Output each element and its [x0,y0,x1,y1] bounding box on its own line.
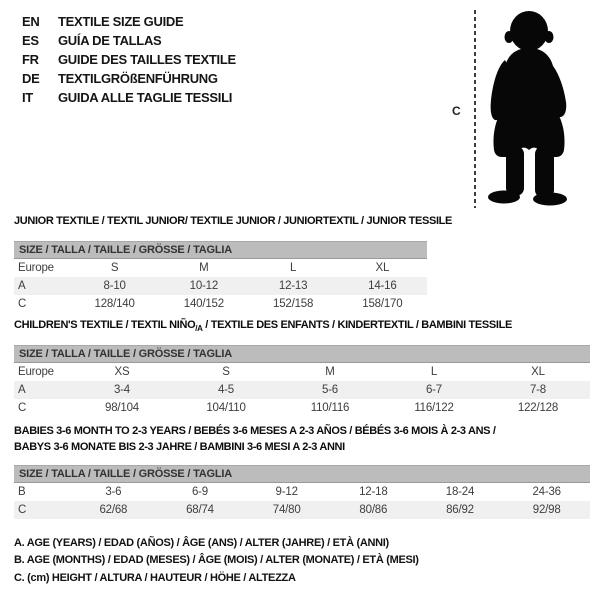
size-cell: L [430,366,438,378]
babies-table-title [14,424,496,455]
size-cell: M [199,262,209,274]
footnote-c: C. (cm) HEIGHT / ALTURA / HAUTEUR / HÖHE / ALTEZZA [14,571,296,584]
language-row [22,12,236,31]
size-cell: 7-8 [529,384,547,396]
language-row [22,88,236,107]
size-cell: 140/152 [183,298,224,310]
language-title: GUIDE DES TAILLES TEXTILE [58,52,236,67]
size-cell: 5-6 [321,384,339,396]
size-cell: L [290,262,297,274]
table-row [14,363,590,381]
size-cell: 74/80 [272,504,301,516]
language-title: TEXTILGRÖßENFÜHRUNG [58,71,218,86]
size-cell: 128/140 [94,298,135,310]
table-row [14,399,590,417]
size-cell: 14-16 [368,280,397,292]
size-cell: XL [531,366,545,378]
language-title: GUIDA ALLE TAGLIE TESSILI [58,90,233,105]
junior-size-table [14,241,427,313]
babies-title-line1: BABIES 3-6 MONTH TO 2-3 YEARS / BEBÉS 3-6 MESES A 2-3 AÑOS / BÉBÉS 3-6 MOIS À 2-3 ANS / [14,425,496,437]
title-subscript: /A [195,324,203,334]
footnote-a: A. AGE (YEARS) / EDAD (AÑOS) / ÂGE (ANS) / ALTER (JAHRE) / ETÀ (ANNI) [14,537,389,549]
language-row [22,31,236,50]
size-cell: 86/92 [446,504,474,516]
size-cell: 68/74 [186,504,214,516]
size-cell: 6-7 [425,384,443,396]
size-cell: 12-13 [278,280,308,292]
size-header-bar: SIZE / TALLA / TAILLE / GRÖSSE / TAGLIA [14,345,590,363]
table-row [14,277,427,295]
size-cell: 10-12 [189,280,219,292]
table-row [14,501,590,519]
language-title: GUÍA DE TALLAS [58,33,162,48]
babies-size-table [14,465,590,519]
height-measure-label: C [452,104,461,118]
row-label: Europe [18,262,54,274]
language-row [22,50,236,69]
language-code: EN [22,14,40,29]
size-cell: 92/98 [532,504,561,516]
footnote-b: B. AGE (MONTHS) / EDAD (MESES) / ÂGE (MOIS) / ALTER (MONATE) / ETÀ (MESI) [14,554,419,567]
table-row [14,295,427,313]
size-header-bar: SIZE / TALLA / TAILLE / GRÖSSE / TAGLIA [14,465,590,483]
language-code: ES [22,33,39,48]
size-cell: 3-6 [105,486,122,498]
size-cell: 6-9 [191,486,208,498]
size-cell: 80/86 [359,504,388,516]
table-row [14,259,427,277]
junior-table-title: JUNIOR TEXTILE / TEXTIL JUNIOR/ TEXTILE JUNIOR / JUNIORTEXTIL / JUNIOR TESSILE [14,215,453,227]
size-cell: 4-5 [217,384,235,396]
size-cell: 3-4 [113,384,131,396]
language-title: TEXTILE SIZE GUIDE [58,14,184,29]
size-cell: 18-24 [445,486,475,498]
height-dashed-line [474,10,476,208]
size-cell: 98/104 [105,402,139,414]
language-title-list [22,12,236,107]
language-code: DE [22,71,40,86]
babies-title-line2: BABYS 3-6 MONATE BIS 2-3 JAHRE / BAMBINI 3-6 MESI A 2-3 ANNI [14,440,345,453]
children-table-title: CHILDREN'S TEXTILE / TEXTIL $NIÑO_{/A}$ / TEXTILE DES ENFANTS / KINDERTEXTIL / BAMBINI TESSILE [14,319,512,334]
size-cell: M [325,366,335,378]
table-row [14,483,590,501]
size-cell: 116/122 [414,402,454,414]
size-cell: XL [375,262,390,274]
row-label: Europe [18,366,54,378]
language-code: FR [22,52,39,67]
size-cell: 62/68 [99,504,128,516]
row-label: C [18,504,27,516]
size-cell: 24-36 [532,486,561,498]
size-cell: S [222,366,230,378]
row-label: C [18,298,27,310]
row-label: A [18,384,26,396]
size-cell: 152/158 [273,298,314,310]
row-label: B [18,486,26,498]
size-cell: 104/110 [206,402,246,414]
footnotes [14,535,419,587]
size-cell: 158/170 [362,298,403,310]
row-label: C [18,402,27,414]
row-label: A [18,280,26,292]
size-header-bar: SIZE / TALLA / TAILLE / GRÖSSE / TAGLIA [14,241,427,259]
language-code: IT [22,90,33,105]
size-cell: 9-12 [275,486,298,498]
children-size-table [14,345,590,417]
size-cell: S [110,262,119,274]
table-row [14,381,590,399]
baby-silhouette-icon [486,8,574,206]
size-cell: 12-18 [359,486,388,498]
size-cell: XS [114,366,130,378]
size-cell: 110/116 [310,402,350,414]
language-row [22,69,236,88]
size-cell: 122/128 [517,402,559,414]
size-cell: 8-10 [103,280,126,292]
